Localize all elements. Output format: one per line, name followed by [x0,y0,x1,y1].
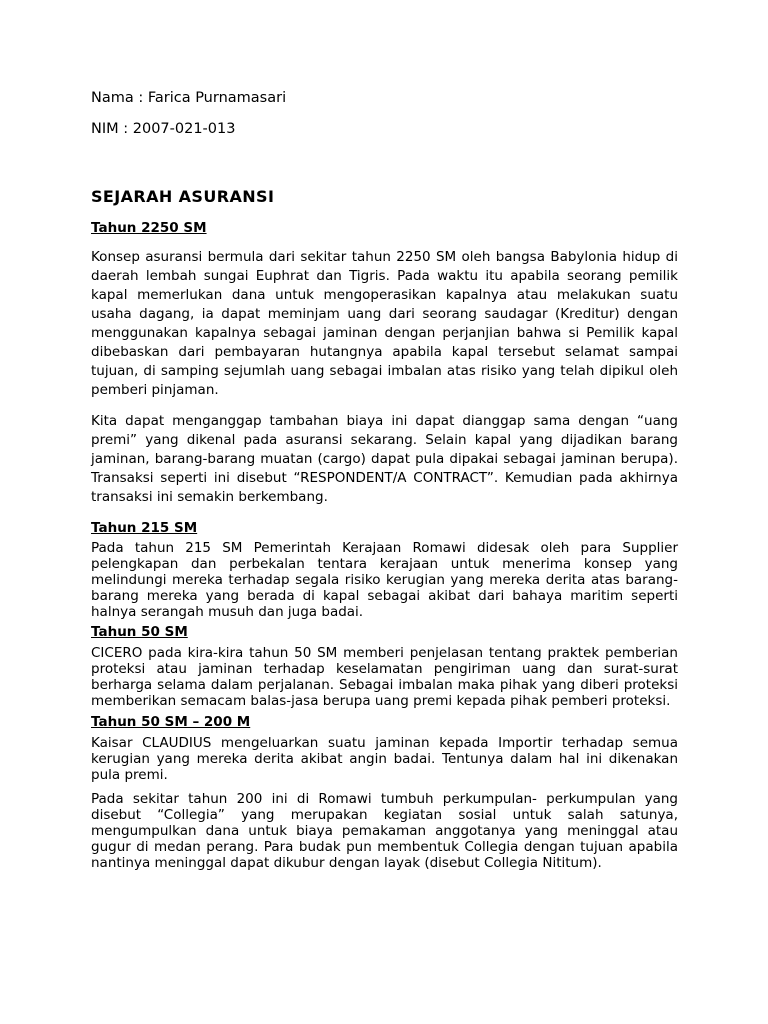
paragraph-2250-sm-1: Konsep asuransi bermula dari sekitar tahun 2250 SM oleh bangsa Babylonia hidup di daerah lembah sungai Euphrat dan Tigris. Pada waktu itu apabila seorang pemilik kapal memerlukan dana untuk mengoperasikan kapalnya atau melakukan suatu usaha dagang, ia dapat meminjam uang dari seorang saudagar (Kreditur) dengan menggunakan kapalnya sebagai jaminan dengan perjanjian bahwa si Pemilik kapal dibebaskan dari pembayaran hutangnya apabila kapal tersebut selamat sampai tujuan, di samping sejumlah uang sebagai imbalan atas risiko yang telah dipikul oleh pemberi pinjaman. [91,249,678,398]
student-name: Nama : Farica Purnamasari [91,90,287,106]
section-heading-2250-sm: Tahun 2250 SM [91,220,207,236]
document-title: SEJARAH ASURANSI [91,187,275,206]
section-heading-50-sm: Tahun 50 SM [91,624,188,640]
paragraph-50-sm-200-m-1: Kaisar CLAUDIUS mengeluarkan suatu jaminan kepada Importir terhadap semua kerugian yang mereka derita akibat angin badai. Tentunya dalam hal ini dikenakan pula premi. [91,735,678,783]
paragraph-50-sm-200-m-2: Pada sekitar tahun 200 ini di Romawi tumbuh perkumpulan- perkumpulan yang disebut “Collegia” yang merupakan kegiatan sosial untuk salah satunya, mengumpulkan dana untuk biaya pemakaman anggotanya yang meninggal atau gugur di medan perang. Para budak pun membentuk Collegia dengan tujuan apabila nantinya meninggal dapat dikubur dengan layak (disebut Collegia Nititum). [91,791,678,871]
student-nim: NIM : 2007-021-013 [91,121,236,137]
paragraph-215-sm: Pada tahun 215 SM Pemerintah Kerajaan Romawi didesak oleh para Supplier pelengkapan dan perbekalan tentara kerajaan untuk menerima konsep yang melindungi mereka terhadap segala risiko kerugian yang mereka derita atas barang-barang mereka yang berada di kapal sebagai akibat dari bahaya maritim seperti halnya serangah musuh dan juga badai. [91,540,678,620]
paragraph-2250-sm-2: Kita dapat menganggap tambahan biaya ini dapat dianggap sama dengan “uang premi” yang dikenal pada asuransi sekarang. Selain kapal yang dijadikan barang jaminan, barang-barang muatan (cargo) dapat pula dipakai sebagai jaminan berupa). Transaksi seperti ini disebut “RESPONDENT/A CONTRACT”. Kemudian pada akhirnya transaksi ini semakin berkembang. [91,413,678,505]
paragraph-50-sm: CICERO pada kira-kira tahun 50 SM memberi penjelasan tentang praktek pemberian proteksi atau jaminan terhadap keselamatan pengiriman uang dan surat-surat berharga selama dalam perjalanan. Sebagai imbalan maka pihak yang diberi proteksi memberikan semacam balas-jasa berupa uang premi kepada pihak pemberi proteksi. [91,645,678,709]
section-heading-50-sm-200-m: Tahun 50 SM – 200 M [91,714,251,730]
section-heading-215-sm: Tahun 215 SM [91,520,198,536]
document-content [91,88,678,871]
